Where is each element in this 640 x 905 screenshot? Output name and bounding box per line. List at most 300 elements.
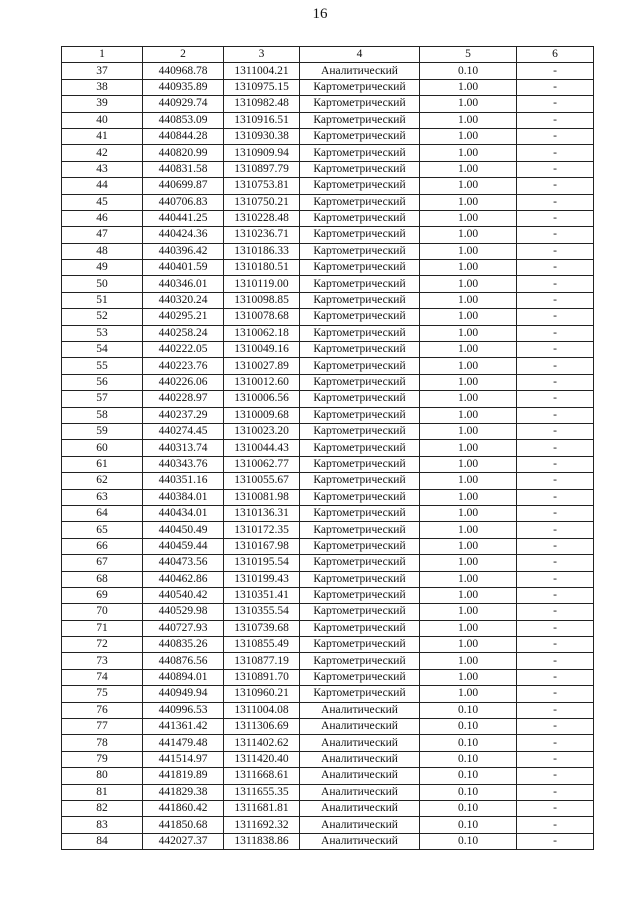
y-coordinate-cell: 1310119.00 [224,276,300,292]
accuracy-cell: 0.10 [420,702,517,718]
point-number-cell: 37 [62,63,143,79]
accuracy-cell: 1.00 [420,538,517,554]
point-number-cell: 38 [62,79,143,95]
table-row [62,342,594,358]
method-cell: Картометрический [300,325,420,341]
y-coordinate-cell: 1310006.56 [224,391,300,407]
method-cell: Аналитический [300,784,420,800]
x-coordinate-cell: 441514.97 [143,751,224,767]
point-number-cell: 62 [62,473,143,489]
method-cell: Картометрический [300,276,420,292]
x-coordinate-cell: 440699.87 [143,178,224,194]
method-cell: Картометрический [300,194,420,210]
y-coordinate-cell: 1310877.19 [224,653,300,669]
note-cell: - [517,456,594,472]
point-number-cell: 83 [62,817,143,833]
accuracy-cell: 1.00 [420,620,517,636]
y-coordinate-cell: 1310750.21 [224,194,300,210]
note-cell: - [517,63,594,79]
y-coordinate-cell: 1310078.68 [224,309,300,325]
note-cell: - [517,391,594,407]
table-row [62,145,594,161]
method-cell: Картометрический [300,669,420,685]
x-coordinate-cell: 441479.48 [143,735,224,751]
y-coordinate-cell: 1310355.54 [224,604,300,620]
point-number-cell: 61 [62,456,143,472]
table-row [62,391,594,407]
accuracy-cell: 1.00 [420,505,517,521]
point-number-cell: 81 [62,784,143,800]
point-number-cell: 78 [62,735,143,751]
point-number-cell: 39 [62,96,143,112]
y-coordinate-cell: 1311306.69 [224,719,300,735]
method-cell: Картометрический [300,440,420,456]
note-cell: - [517,505,594,521]
method-cell: Аналитический [300,719,420,735]
column-header: 4 [300,47,420,63]
note-cell: - [517,161,594,177]
method-cell: Аналитический [300,751,420,767]
x-coordinate-cell: 440274.45 [143,423,224,439]
method-cell: Картометрический [300,374,420,390]
accuracy-cell: 1.00 [420,473,517,489]
accuracy-cell: 1.00 [420,210,517,226]
y-coordinate-cell: 1311681.81 [224,800,300,816]
note-cell: - [517,571,594,587]
table-row [62,440,594,456]
table-row [62,292,594,308]
point-number-cell: 69 [62,587,143,603]
method-cell: Аналитический [300,817,420,833]
method-cell: Картометрический [300,555,420,571]
table-row [62,227,594,243]
note-cell: - [517,555,594,571]
method-cell: Картометрический [300,538,420,554]
note-cell: - [517,833,594,849]
note-cell: - [517,292,594,308]
point-number-cell: 51 [62,292,143,308]
y-coordinate-cell: 1310186.33 [224,243,300,259]
note-cell: - [517,276,594,292]
method-cell: Картометрический [300,260,420,276]
note-cell: - [517,309,594,325]
y-coordinate-cell: 1310027.89 [224,358,300,374]
method-cell: Картометрический [300,456,420,472]
accuracy-cell: 1.00 [420,489,517,505]
x-coordinate-cell: 440459.44 [143,538,224,554]
method-cell: Аналитический [300,702,420,718]
method-cell: Картометрический [300,522,420,538]
y-coordinate-cell: 1310930.38 [224,128,300,144]
table-row [62,260,594,276]
x-coordinate-cell: 441361.42 [143,719,224,735]
x-coordinate-cell: 440223.76 [143,358,224,374]
accuracy-cell: 1.00 [420,96,517,112]
x-coordinate-cell: 440346.01 [143,276,224,292]
accuracy-cell: 1.00 [420,325,517,341]
accuracy-cell: 1.00 [420,391,517,407]
method-cell: Картометрический [300,489,420,505]
note-cell: - [517,719,594,735]
method-cell: Аналитический [300,800,420,816]
table-row [62,538,594,554]
method-cell: Картометрический [300,292,420,308]
method-cell: Картометрический [300,145,420,161]
table-row [62,800,594,816]
note-cell: - [517,243,594,259]
table-row [62,489,594,505]
y-coordinate-cell: 1310044.43 [224,440,300,456]
page-number: 16 [312,6,328,22]
point-number-cell: 48 [62,243,143,259]
accuracy-cell: 1.00 [420,243,517,259]
accuracy-cell: 1.00 [420,276,517,292]
y-coordinate-cell: 1310062.18 [224,325,300,341]
x-coordinate-cell: 442027.37 [143,833,224,849]
accuracy-cell: 1.00 [420,292,517,308]
x-coordinate-cell: 440462.86 [143,571,224,587]
table-row [62,325,594,341]
x-coordinate-cell: 440320.24 [143,292,224,308]
note-cell: - [517,489,594,505]
point-number-cell: 53 [62,325,143,341]
method-cell: Картометрический [300,128,420,144]
table-row [62,358,594,374]
point-number-cell: 55 [62,358,143,374]
note-cell: - [517,227,594,243]
y-coordinate-cell: 1311692.32 [224,817,300,833]
table-row [62,276,594,292]
method-cell: Картометрический [300,227,420,243]
y-coordinate-cell: 1310195.54 [224,555,300,571]
table-row [62,833,594,849]
y-coordinate-cell: 1310739.68 [224,620,300,636]
point-number-cell: 52 [62,309,143,325]
method-cell: Аналитический [300,735,420,751]
y-coordinate-cell: 1310098.85 [224,292,300,308]
accuracy-cell: 1.00 [420,227,517,243]
x-coordinate-cell: 440876.56 [143,653,224,669]
note-cell: - [517,112,594,128]
point-number-cell: 67 [62,555,143,571]
point-number-cell: 58 [62,407,143,423]
method-cell: Картометрический [300,161,420,177]
point-number-cell: 54 [62,342,143,358]
point-number-cell: 46 [62,210,143,226]
x-coordinate-cell: 441850.68 [143,817,224,833]
accuracy-cell: 1.00 [420,342,517,358]
note-cell: - [517,423,594,439]
x-coordinate-cell: 440222.05 [143,342,224,358]
x-coordinate-cell: 440396.42 [143,243,224,259]
method-cell: Картометрический [300,79,420,95]
accuracy-cell: 0.10 [420,768,517,784]
table-row [62,79,594,95]
table-row [62,96,594,112]
x-coordinate-cell: 440401.59 [143,260,224,276]
table-row [62,653,594,669]
y-coordinate-cell: 1310960.21 [224,686,300,702]
accuracy-cell: 1.00 [420,440,517,456]
accuracy-cell: 0.10 [420,784,517,800]
point-number-cell: 57 [62,391,143,407]
point-number-cell: 71 [62,620,143,636]
table-row [62,243,594,259]
point-number-cell: 80 [62,768,143,784]
accuracy-cell: 1.00 [420,637,517,653]
table-row [62,374,594,390]
table-row [62,768,594,784]
method-cell: Картометрический [300,358,420,374]
accuracy-cell: 1.00 [420,374,517,390]
point-number-cell: 50 [62,276,143,292]
y-coordinate-cell: 1310081.98 [224,489,300,505]
method-cell: Картометрический [300,505,420,521]
note-cell: - [517,210,594,226]
table-row [62,423,594,439]
x-coordinate-cell: 440968.78 [143,63,224,79]
method-cell: Картометрический [300,473,420,489]
x-coordinate-cell: 440894.01 [143,669,224,685]
method-cell: Картометрический [300,309,420,325]
point-number-cell: 45 [62,194,143,210]
accuracy-cell: 1.00 [420,79,517,95]
y-coordinate-cell: 1310023.20 [224,423,300,439]
accuracy-cell: 1.00 [420,555,517,571]
accuracy-cell: 1.00 [420,423,517,439]
method-cell: Картометрический [300,178,420,194]
table-row [62,604,594,620]
note-cell: - [517,800,594,816]
table-row [62,522,594,538]
y-coordinate-cell: 1310049.16 [224,342,300,358]
point-number-cell: 68 [62,571,143,587]
point-number-cell: 49 [62,260,143,276]
x-coordinate-cell: 440434.01 [143,505,224,521]
table-body [62,63,594,850]
x-coordinate-cell: 440228.97 [143,391,224,407]
x-coordinate-cell: 440351.16 [143,473,224,489]
method-cell: Картометрический [300,423,420,439]
point-number-cell: 66 [62,538,143,554]
method-cell: Картометрический [300,604,420,620]
table-row [62,473,594,489]
note-cell: - [517,587,594,603]
y-coordinate-cell: 1310855.49 [224,637,300,653]
x-coordinate-cell: 440384.01 [143,489,224,505]
accuracy-cell: 1.00 [420,604,517,620]
note-cell: - [517,96,594,112]
table-row [62,669,594,685]
table-row [62,210,594,226]
table-row [62,702,594,718]
accuracy-cell: 1.00 [420,653,517,669]
method-cell: Картометрический [300,620,420,636]
accuracy-cell: 1.00 [420,309,517,325]
point-number-cell: 56 [62,374,143,390]
note-cell: - [517,358,594,374]
point-number-cell: 64 [62,505,143,521]
note-cell: - [517,407,594,423]
y-coordinate-cell: 1310753.81 [224,178,300,194]
y-coordinate-cell: 1310136.31 [224,505,300,521]
method-cell: Картометрический [300,571,420,587]
point-number-cell: 60 [62,440,143,456]
x-coordinate-cell: 441860.42 [143,800,224,816]
y-coordinate-cell: 1311004.21 [224,63,300,79]
note-cell: - [517,735,594,751]
note-cell: - [517,768,594,784]
table-row [62,505,594,521]
accuracy-cell: 0.10 [420,751,517,767]
point-number-cell: 70 [62,604,143,620]
accuracy-cell: 1.00 [420,669,517,685]
y-coordinate-cell: 1311420.40 [224,751,300,767]
x-coordinate-cell: 440831.58 [143,161,224,177]
x-coordinate-cell: 440424.36 [143,227,224,243]
accuracy-cell: 1.00 [420,358,517,374]
table-row [62,686,594,702]
note-cell: - [517,620,594,636]
method-cell: Аналитический [300,833,420,849]
accuracy-cell: 1.00 [420,587,517,603]
table-row [62,112,594,128]
x-coordinate-cell: 440313.74 [143,440,224,456]
note-cell: - [517,669,594,685]
accuracy-cell: 1.00 [420,260,517,276]
column-header: 2 [143,47,224,63]
y-coordinate-cell: 1310062.77 [224,456,300,472]
x-coordinate-cell: 440996.53 [143,702,224,718]
x-coordinate-cell: 440343.76 [143,456,224,472]
note-cell: - [517,325,594,341]
y-coordinate-cell: 1311668.61 [224,768,300,784]
note-cell: - [517,686,594,702]
column-header: 6 [517,47,594,63]
table-row [62,620,594,636]
y-coordinate-cell: 1310228.48 [224,210,300,226]
table-row [62,735,594,751]
note-cell: - [517,473,594,489]
x-coordinate-cell: 441819.89 [143,768,224,784]
x-coordinate-cell: 440935.89 [143,79,224,95]
x-coordinate-cell: 440540.42 [143,587,224,603]
point-number-cell: 76 [62,702,143,718]
table-row [62,555,594,571]
y-coordinate-cell: 1311655.35 [224,784,300,800]
method-cell: Картометрический [300,587,420,603]
method-cell: Картометрический [300,653,420,669]
x-coordinate-cell: 440529.98 [143,604,224,620]
point-number-cell: 65 [62,522,143,538]
note-cell: - [517,342,594,358]
method-cell: Картометрический [300,686,420,702]
x-coordinate-cell: 440706.83 [143,194,224,210]
y-coordinate-cell: 1310909.94 [224,145,300,161]
accuracy-cell: 0.10 [420,817,517,833]
table-row [62,194,594,210]
note-cell: - [517,260,594,276]
table-row [62,63,594,79]
note-cell: - [517,145,594,161]
accuracy-cell: 0.10 [420,63,517,79]
coordinates-table [61,46,594,850]
point-number-cell: 73 [62,653,143,669]
y-coordinate-cell: 1311004.08 [224,702,300,718]
note-cell: - [517,604,594,620]
table-row [62,128,594,144]
accuracy-cell: 1.00 [420,522,517,538]
method-cell: Картометрический [300,210,420,226]
accuracy-cell: 0.10 [420,833,517,849]
accuracy-cell: 1.00 [420,161,517,177]
table-row [62,817,594,833]
y-coordinate-cell: 1310167.98 [224,538,300,554]
y-coordinate-cell: 1310172.35 [224,522,300,538]
x-coordinate-cell: 440473.56 [143,555,224,571]
method-cell: Картометрический [300,391,420,407]
note-cell: - [517,194,594,210]
x-coordinate-cell: 440237.29 [143,407,224,423]
table-row [62,637,594,653]
column-header: 1 [62,47,143,63]
y-coordinate-cell: 1310891.70 [224,669,300,685]
x-coordinate-cell: 440929.74 [143,96,224,112]
accuracy-cell: 1.00 [420,686,517,702]
method-cell: Картометрический [300,96,420,112]
point-number-cell: 42 [62,145,143,161]
accuracy-cell: 1.00 [420,128,517,144]
point-number-cell: 84 [62,833,143,849]
table-row [62,407,594,423]
point-number-cell: 75 [62,686,143,702]
note-cell: - [517,440,594,456]
point-number-cell: 82 [62,800,143,816]
point-number-cell: 77 [62,719,143,735]
table-header-row [62,47,594,63]
y-coordinate-cell: 1311838.86 [224,833,300,849]
table-row [62,571,594,587]
table-row [62,587,594,603]
column-header: 5 [420,47,517,63]
x-coordinate-cell: 440820.99 [143,145,224,161]
y-coordinate-cell: 1310897.79 [224,161,300,177]
y-coordinate-cell: 1310236.71 [224,227,300,243]
note-cell: - [517,817,594,833]
accuracy-cell: 1.00 [420,112,517,128]
table-row [62,751,594,767]
accuracy-cell: 1.00 [420,407,517,423]
accuracy-cell: 1.00 [420,145,517,161]
y-coordinate-cell: 1310009.68 [224,407,300,423]
column-header: 3 [224,47,300,63]
point-number-cell: 41 [62,128,143,144]
point-number-cell: 79 [62,751,143,767]
x-coordinate-cell: 440727.93 [143,620,224,636]
y-coordinate-cell: 1310982.48 [224,96,300,112]
note-cell: - [517,702,594,718]
point-number-cell: 74 [62,669,143,685]
x-coordinate-cell: 440295.21 [143,309,224,325]
note-cell: - [517,178,594,194]
accuracy-cell: 0.10 [420,735,517,751]
point-number-cell: 63 [62,489,143,505]
x-coordinate-cell: 440844.28 [143,128,224,144]
y-coordinate-cell: 1310055.67 [224,473,300,489]
table-row [62,456,594,472]
x-coordinate-cell: 440853.09 [143,112,224,128]
accuracy-cell: 1.00 [420,194,517,210]
